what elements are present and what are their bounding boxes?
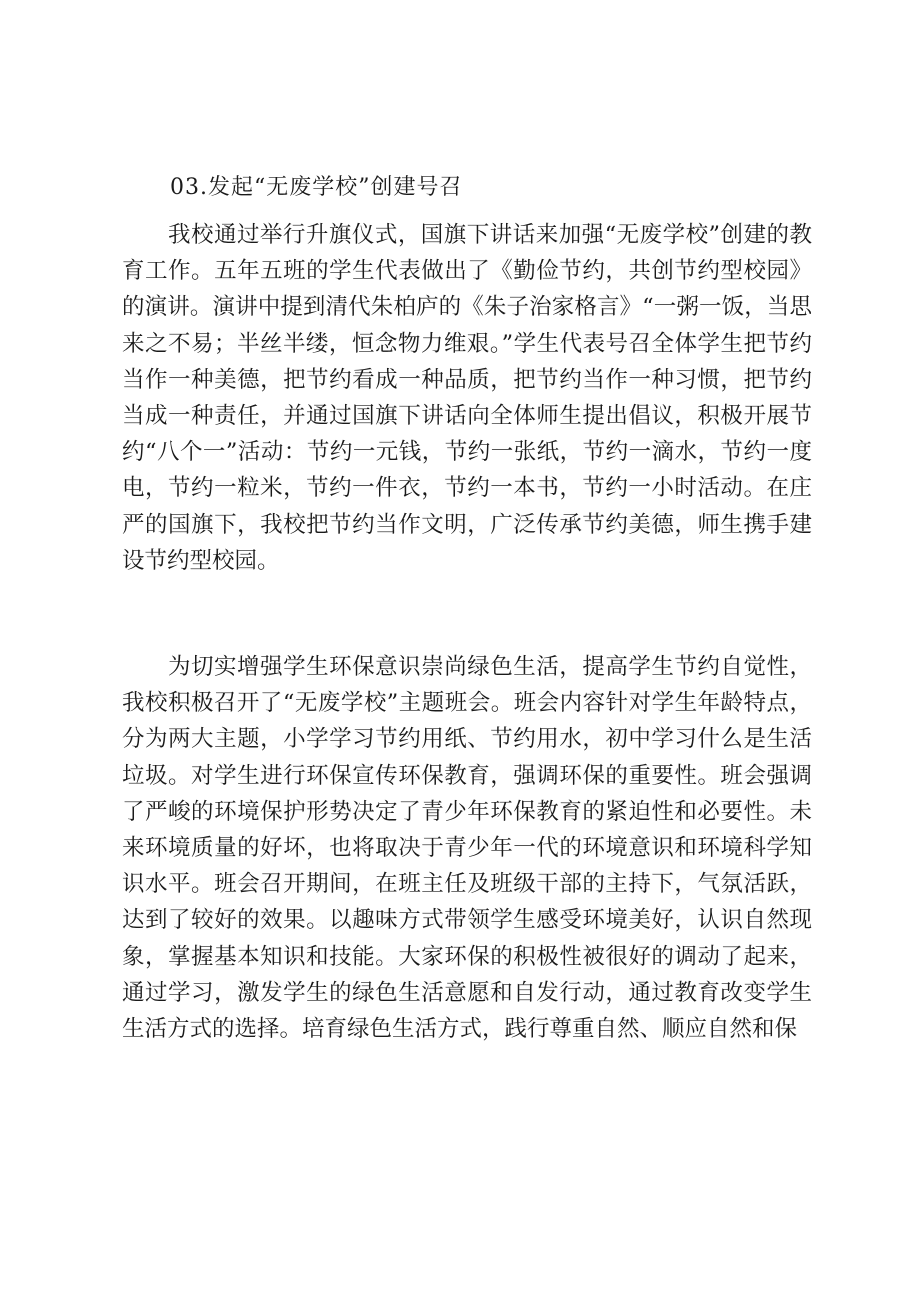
section-heading: 03.发起“无废学校”创建号召 [170,175,463,200]
paragraph-class-meeting: 为切实增强学生环保意识崇尚绿色生活，提高学生节约自觉性，我校积极召开了“无废学校”主题班会。班会内容针对学生年龄特点，分为两大主题，小学学习节约用纸、节约用水，初中学习什么是生活垃圾。对学生进行环保宣传环保教育，强调环保的重要性。班会强调了严峻的环境保护形势决定了青少年环保教育的紧迫性和必要性。未来环境质量的好坏，也将取决于青少年一代的环境意识和环境科学知识水平。班会召开期间，在班主任及班级干部的主持下，气氛活跃，达到了较好的效果。以趣味方式带领学生感受环境美好，认识自然现象，掌握基本知识和技能。大家环保的积极性被很好的调动了起来，通过学习，激发学生的绿色生活意愿和自发行动，通过教育改变学生生活方式的选择。培育绿色生活方式，践行尊重自然、顺应自然和保 [122,654,812,1043]
paragraph-flag-ceremony: 我校通过举行升旗仪式，国旗下讲话来加强“无废学校”创建的教育工作。五年五班的学生代表做出了《勤俭节约，共创节约型校园》的演讲。演讲中提到清代朱柏庐的《朱子治家格言》“一粥一饭，当思来之不易；半丝半缕，恒念物力维艰。”学生代表号召全体学生把节约当作一种美德，把节约看成一种品质，把节约当作一种习惯，把节约当成一种责任，并通过国旗下讲话向全体师生提出倡议，积极开展节约“八个一”活动：节约一元钱，节约一张纸，节约一滴水，节约一度电，节约一粒米，节约一件衣，节约一本书，节约一小时活动。在庄严的国旗下，我校把节约当作文明，广泛传承节约美德，师生携手建设节约型校园。 [122,222,812,574]
